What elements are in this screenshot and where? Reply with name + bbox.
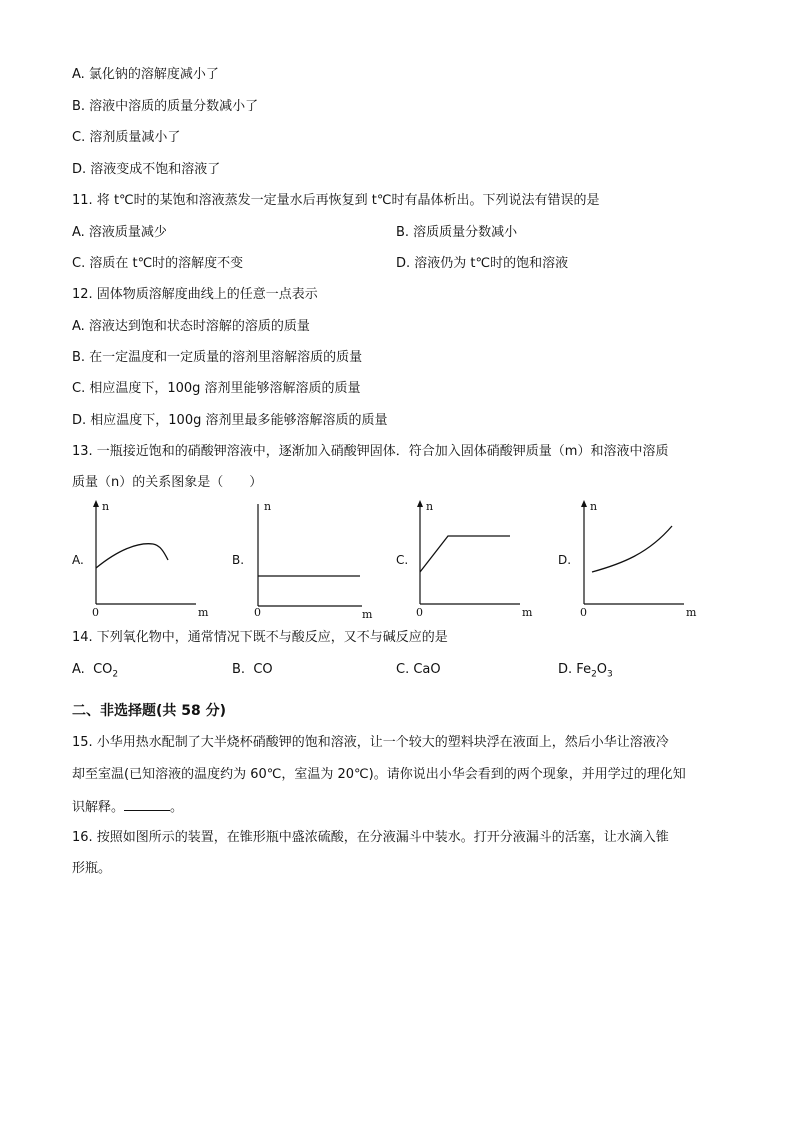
- graph-b: [250, 498, 380, 621]
- q15-line1: 15. 小华用热水配制了大半烧杯硝酸钾的饱和溶液，让一个较大的塑料块浮在液面上，然后小华让溶液冷: [72, 735, 669, 750]
- q16-line2: 形瓶。: [72, 861, 112, 876]
- graph-b-origin: 0: [254, 606, 261, 619]
- graph-c: [412, 498, 542, 618]
- q10-option-b: B. 溶液中溶质的质量分数减小了: [72, 99, 259, 114]
- q14-option-d: [558, 661, 613, 684]
- graph-c-x-label: m: [522, 606, 533, 619]
- q14-stem: 14. 下列氧化物中，通常情况下既不与酸反应，又不与碱反应的是: [72, 630, 448, 645]
- graph-d-label: D.: [558, 553, 572, 567]
- graph-a-label: A.: [72, 553, 84, 567]
- q11-option-c: C. 溶质在 t℃时的溶解度不变: [72, 256, 244, 271]
- graph-c-y-label: n: [426, 500, 434, 513]
- q12-option-d: D. 相应温度下，100g 溶剂里最多能够溶解溶质的质量: [72, 413, 388, 428]
- q12-stem: 12. 固体物质溶解度曲线上的任意一点表示: [72, 287, 318, 302]
- q14-option-d-sub2: 3: [607, 669, 613, 680]
- graph-b-x-label: m: [362, 608, 373, 621]
- q15-line3: [72, 798, 183, 817]
- q10-option-c: C. 溶剂质量减小了: [72, 130, 181, 145]
- q11-option-d: D. 溶液仍为 t℃时的饱和溶液: [396, 256, 569, 271]
- q12-option-a: A. 溶液达到饱和状态时溶解的溶质的质量: [72, 319, 310, 334]
- q15-line2: 却至室温(已知溶液的温度约为 60℃，室温为 20℃)。请你说出小华会看到的两个现象，并用学过的理化知: [72, 767, 686, 782]
- q14-option-c-letter: C.: [396, 662, 410, 677]
- graph-b-label: B.: [232, 553, 245, 567]
- graph-a-curve: [96, 544, 168, 568]
- q12-option-c: C. 相应温度下，100g 溶剂里能够溶解溶质的质量: [72, 381, 361, 396]
- q11-option-a: A. 溶液质量减少: [72, 225, 167, 240]
- q13-stem-line2: 质量（n）的关系图象是（ ）: [72, 475, 263, 490]
- q14-option-a-sub: 2: [112, 669, 119, 680]
- graph-d-y-arrow: [581, 500, 587, 507]
- graph-d-x-label: m: [686, 606, 697, 619]
- q15-line3-prefix: 识解释。: [72, 800, 125, 815]
- graph-d: [576, 498, 706, 618]
- q13-stem-line1: 13. 一瓶接近饱和的硝酸钾溶液中，逐渐加入硝酸钾固体．符合加入固体硝酸钾质量（m）和溶液中溶质: [72, 444, 669, 459]
- q12-option-b: B. 在一定温度和一定质量的溶剂里溶解溶质的质量: [72, 350, 363, 365]
- graph-c-line: [420, 536, 510, 572]
- graph-a-y-label: n: [102, 500, 110, 513]
- q14-option-d-formula: Fe: [576, 662, 592, 677]
- q10-option-a: A. 氯化钠的溶解度减小了: [72, 67, 219, 82]
- graph-d-origin: 0: [580, 606, 587, 619]
- graph-c-label: C.: [396, 553, 409, 567]
- graph-d-y-label: n: [590, 500, 598, 513]
- q10-option-d: D. 溶液变成不饱和溶液了: [72, 162, 221, 177]
- q11-stem: 11. 将 t℃时的某饱和溶液蒸发一定量水后再恢复到 t℃时有晶体析出。下列说法有错误的是: [72, 193, 600, 208]
- q16-line1: 16. 按照如图所示的装置，在锥形瓶中盛浓硫酸，在分液漏斗中装水。打开分液漏斗的活塞，让水滴入锥: [72, 830, 669, 845]
- q14-option-a: [72, 661, 118, 684]
- graph-a: [88, 498, 218, 618]
- section2-heading: 二、非选择题(共 58 分): [72, 703, 227, 719]
- q14-option-d-letter: D.: [558, 662, 573, 677]
- q14-option-d-formula2: O: [596, 662, 608, 677]
- q14-option-b-formula: CO: [253, 662, 273, 677]
- q14-option-a-formula: CO: [93, 662, 113, 677]
- graph-d-curve: [592, 526, 672, 572]
- graph-a-x-label: m: [198, 606, 209, 619]
- q15-line3-suffix: 。: [170, 800, 184, 815]
- q14-option-c-formula: CaO: [413, 662, 441, 677]
- q14-option-a-letter: A.: [72, 662, 85, 677]
- q14-option-c: [396, 661, 441, 679]
- q15-answer-blank[interactable]: [124, 798, 170, 811]
- graph-a-y-arrow: [93, 500, 99, 507]
- q11-option-b: B. 溶质质量分数减小: [396, 225, 518, 240]
- graph-a-origin: 0: [92, 606, 99, 619]
- graph-c-y-arrow: [417, 500, 423, 507]
- graph-c-origin: 0: [416, 606, 423, 619]
- q14-option-b: [232, 661, 273, 679]
- q14-option-b-letter: B.: [232, 662, 246, 677]
- q14-option-d-sub: 2: [591, 669, 597, 680]
- graph-b-y-label: n: [264, 500, 272, 513]
